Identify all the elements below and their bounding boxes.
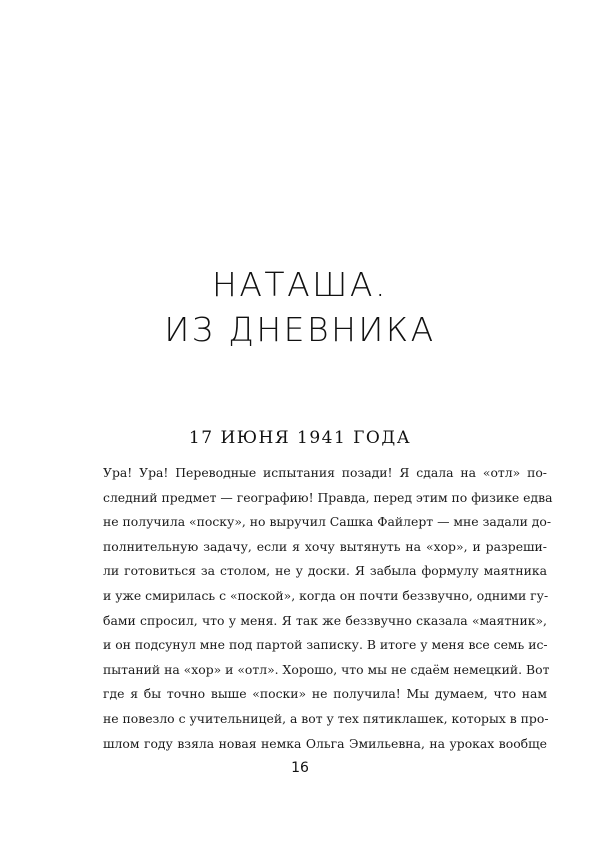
text-line: бами спросил, что у меня. Я так же беззвучно сказала «маятник»,: [103, 612, 547, 628]
text-line: следний предмет — географию! Правда, перед этим по физике едва: [103, 489, 553, 505]
text-line: и он подсунул мне под партой записку. В итоге у меня все семь ис-: [103, 637, 548, 653]
text-line: полнительную задачу, если я хочу вытянуть на «хор», и разреши-: [103, 538, 547, 554]
text-line: Ура! Ура! Переводные испытания позади! Я сдала на «отл» по-: [103, 465, 547, 480]
page-number: 16: [291, 760, 309, 776]
text-line: не получила «поску», но выручил Сашка Файлерт — мне задали до-: [103, 514, 552, 530]
text-line: где я бы точно выше «поски» не получила! Мы думаем, что нам: [103, 686, 547, 702]
diary-entry-date: 17 ИЮНЯ 1941 ГОДА: [188, 428, 412, 448]
diary-entry-text: [103, 461, 553, 756]
text-line: шлом году взяла новая немка Ольга Эмильевна, на уроках вообще: [103, 735, 547, 751]
text-line: пытаний на «хор» и «отл». Хорошо, что мы не сдаём немецкий. Вот: [103, 661, 550, 677]
chapter-title-line-1: НАТАША.: [212, 265, 388, 304]
text-line: и уже смирилась с «поской», когда он почти беззвучно, одними гу-: [103, 587, 549, 603]
chapter-title-line-2: ИЗ ДНЕВНИКА: [164, 310, 436, 349]
text-line: не повезло с учительницей, а вот у тех пятиклашек, которых в про-: [103, 710, 549, 726]
chapter-title: [0, 262, 600, 352]
text-line: ли готовиться за столом, не у доски. Я забыла формулу маятника: [103, 563, 547, 579]
